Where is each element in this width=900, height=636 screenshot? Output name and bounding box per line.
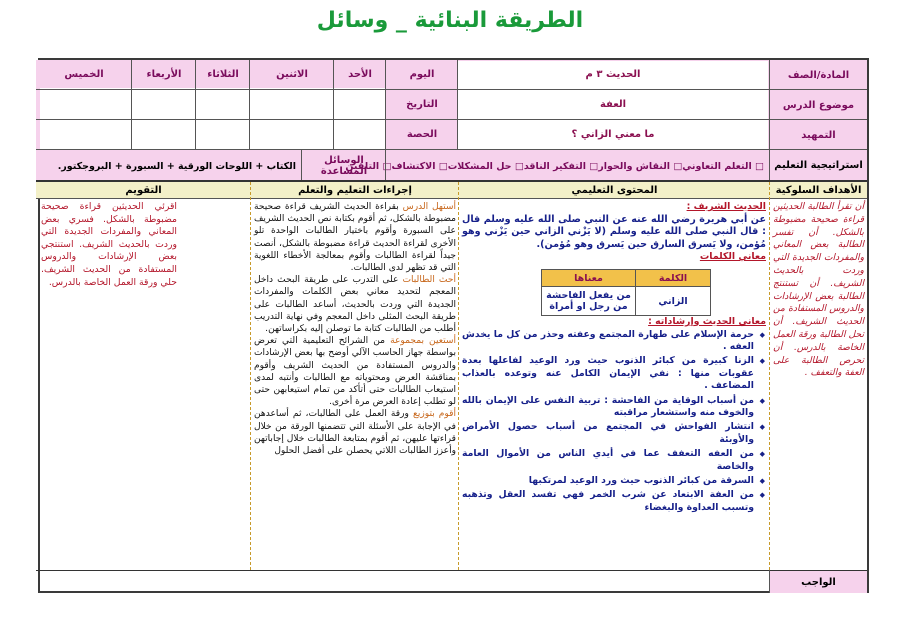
procedure-step: أستعين بمجموعة من الشرائح التعليمية التي تعرض بواسطة جهاز الحاسب الآلي أوضح بها بعض الإرشادات والدروس المستفادة من الحديث الشريف وأقوم بمناقشة العرض ومحتوياته مع الطالبات وأنتبه لمدى استيعاب الطالبات حتى أتأكد من تمام استيعابهن حتى لو تطلب إعادة العرض مرة أخرى.	[254, 336, 456, 408]
col-content: المحتوى التعليمي	[571, 184, 658, 196]
table-row	[542, 287, 711, 316]
list-item: ◆ من العفه التعفف عما في أيدي الناس من الأموال العامة والخاصة	[462, 448, 754, 473]
intro-label: التمهيد	[801, 129, 836, 141]
homework-label: الواجب	[770, 571, 867, 593]
lesson-topic-value: العفة	[599, 98, 627, 110]
homework-value	[38, 571, 769, 593]
period-label: الحصة	[406, 128, 438, 140]
procedure-step: أحث الطالبات على التدرب على طريقة البحث داخل المعجم لتحديد معاني بعض الكلمات والمفردات الجديدة التي وردت بالحديث، أساعد الطالبات على طريقة البحث المثلى داخل المعجم وفي نهاية التدريب أطلب من الطالبات كتابة ما توصلن إليه بكراساتهن.	[254, 275, 456, 335]
list-item: ◆ الزنا كبيرة من كبائر الذنوب حيث ورد الوعيد لفاعلها بعدة عقوبات منها : نفي الإيمان الكامل عنه وتوعده بالعذاب المضاعف .	[462, 355, 754, 392]
list-item: ◆ من العفة الابتعاد عن شرب الخمر فهي تفسد العقل وتذهبه وتسبب العداوة والبغضاء	[462, 489, 754, 514]
words-title: معاني الكلمات	[699, 251, 766, 263]
procedure-step: أستهل الدرس بقراءة الحديث الشريف قراءة صحيحة مضبوطة بالشكل، ثم أقوم بكتابة نص الحديث الشريف على السبورة وأقوم باختيار الطالبات الواحدة تلو الأخرى لقراءة الحديث قراءة مضبوطة بالشكل، أنصت جيداً لقراءة الطالبات وأقوم بمعالجة الأخطاء اللغوية التي قد تظهر لدى الطالبات.	[254, 202, 456, 274]
aids-label: الوسائل المساعدة	[320, 155, 368, 177]
word-meanings-table	[541, 269, 711, 316]
day-sunday: الأحد	[348, 68, 372, 80]
day-monday: الاثنين	[276, 68, 308, 80]
meaning-cell: من يفعل الفاحشة من رجل او أمراة	[542, 287, 636, 316]
lesson-plan-table	[38, 58, 869, 593]
subject-value: الحديث ٣ م	[585, 68, 641, 80]
subject-label: المادة/الصف	[787, 69, 850, 81]
meaning-header: معناها	[542, 270, 636, 287]
evaluation-text: اقرئي الحديثين قراءة صحيحة مضبوطة بالشكل. فسري بعض المعاني والمفردات الجديدة التي وردت بالحديث الشريف. استنتجي بعض الإرشادات والدروس المستفادة من الحديث الشريف. حلي ورقة العمل الخاصة بالدرس.	[41, 201, 177, 288]
content-cell	[462, 201, 766, 569]
col-evaluation: التقويم	[125, 184, 162, 196]
col-objectives: الأهداف السلوكية	[775, 184, 862, 196]
lesson-topic-label: موضوع الدرس	[782, 99, 855, 111]
date-label: التاريخ	[406, 98, 438, 110]
procedures-cell	[254, 201, 456, 569]
procedure-step: أقوم بتوزيع ورقة العمل على الطالبات، ثم أساعدهن في الإجابة على الأسئلة التي تتضمنها الورقة من خلال قراءتها عليهن، ثم أقوم بمتابعة الطالبات خلال إجاباتهن وأعزز الطالبات اللاتي يحصلن على أفضل الحلول	[254, 409, 457, 457]
hadith-title: الحديث الشريف :	[686, 201, 766, 212]
objectives-text: أن تقرأ الطالبة الحديثين قراءة صحيحة مضبوطة بالشكل. أن تفسر الطالبة بعض المعاني والمفردات الجديدة التي وردت بالحديث الشريف. أن تستنتج الطالبة بعض الإرشادات والدروس المستفادة من الحديث الشريف. أن تحل الطالبة ورقة العمل الخاصة بالدرس. أن تحرص الطالبة على العفة والتعفف .	[773, 201, 864, 379]
intro-value: ما معني الزاني ؟	[571, 128, 655, 140]
day-wednesday: الأربعاء	[146, 68, 182, 80]
day-thursday: الخميس	[64, 68, 104, 80]
page-title: الطريقة البنائية _ وسائل	[316, 8, 584, 33]
col-procedures: إجراءات التعليم والتعلم	[298, 184, 412, 196]
list-item: ◆ السرقة من كبائر الذنوب حيث ورد الوعيد لمرتكبها	[462, 475, 754, 487]
list-item: ◆ انتشار الفواحش في المجتمع من أسباب حصول الأمراض والأوبئة	[462, 421, 754, 446]
aids-value: الكتاب + اللوحات الورقية + السبورة + البروجكتور.	[57, 160, 296, 172]
list-item: ◆ من أسباب الوقاية من الفاحشة : تربية النفس على الإيمان بالله والخوف منه واستشعار مراقبته	[462, 395, 754, 420]
list-item: ◆ حرمة الإسلام على طهارة المجتمع وعفته وحذر من كل ما يخدش العفه .	[462, 329, 754, 354]
word-header: الكلمة	[636, 270, 711, 287]
meanings-title: معاني الحديث وإرشاداته :	[648, 316, 766, 327]
strategy-value: □ التعلم التعاوني□ النقاش والحوار□ التفكير الناقد□ حل المشكلات□ الاكتشاف□ التلقين	[345, 160, 764, 172]
word-cell: الزاني	[636, 287, 711, 316]
hadith-text: عن أبي هريرة رضي الله عنه عن النبي صلى الله عليه وسلم قال : قال النبي صلى الله عليه وسلم (لا يَزْني الزاني حين يَزْني وهو مُؤمن، ولا يَسرق السارق حين يَسرق وهو مُؤمن).	[462, 213, 766, 250]
day-label: اليوم	[409, 68, 435, 80]
day-tuesday: الثلاثاء	[207, 68, 239, 80]
meanings-list	[462, 329, 766, 515]
strategy-label: استراتيجية التعليم	[774, 160, 863, 171]
